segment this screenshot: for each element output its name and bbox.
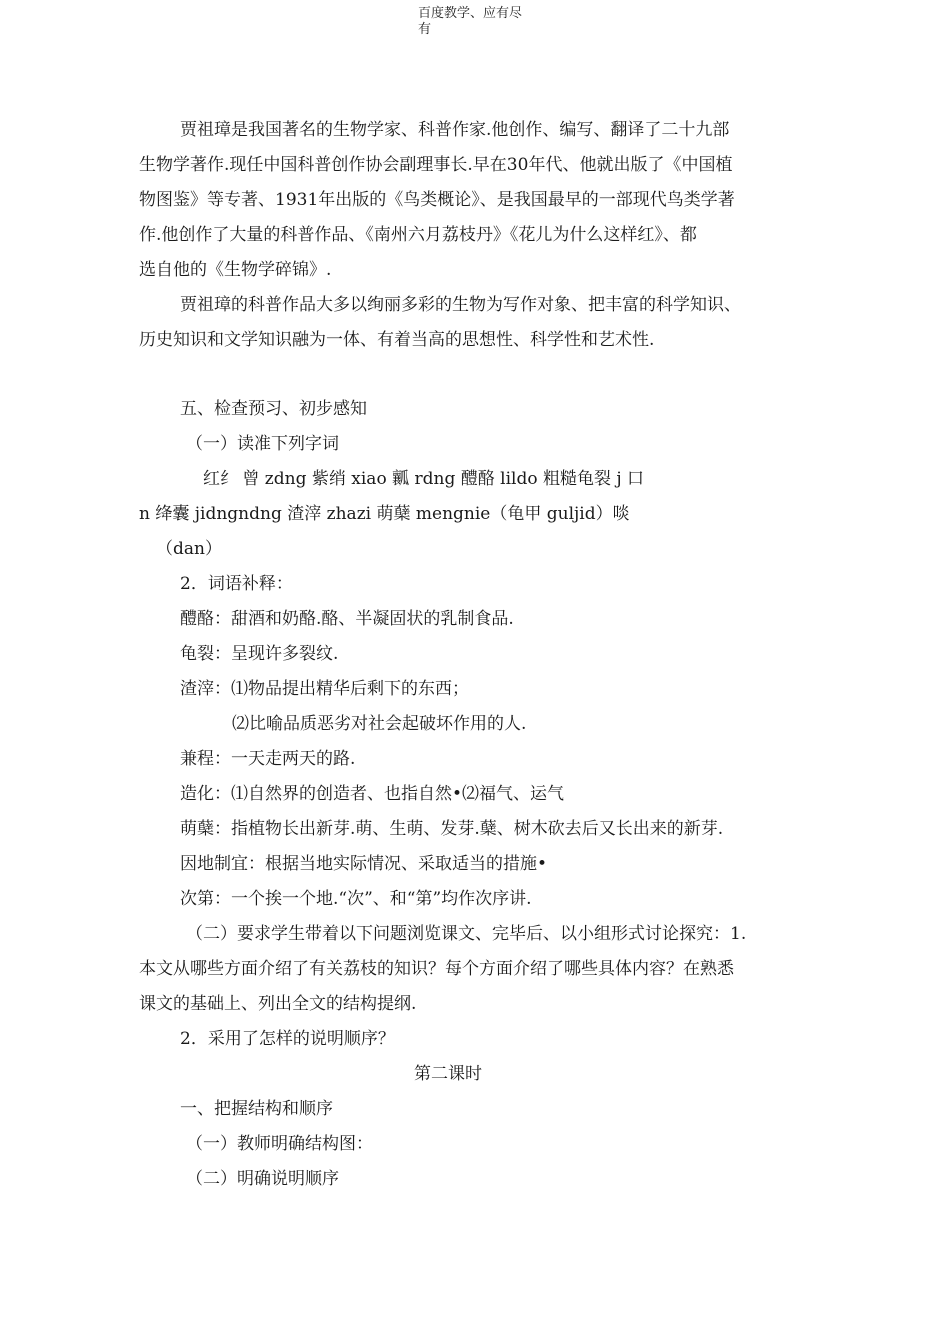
definition-line: ⑵比喻品质恶劣对社会起破坏作用的人. (232, 714, 527, 734)
subsection-heading: （二）明确说明顺序 (186, 1169, 339, 1189)
section-heading: 五、检查预习、初步感知 (180, 399, 367, 419)
vocab-line: （dan） (156, 539, 222, 559)
definition-line: 渣滓：⑴物品提出精华后剩下的东西； (180, 679, 469, 699)
paragraph-line: 历史知识和文学知识融为一体、有着当高的思想性、科学性和艺术性. (139, 330, 655, 350)
definition-line: 造化：⑴自然界的创造者、也指自然•⑵福气、运气 (180, 784, 565, 804)
lesson-title: 第二课时 (414, 1064, 482, 1084)
paragraph-line: 物图鉴》等专著、1931年出版的《鸟类概论》、是我国最早的一部现代鸟类学著 (139, 190, 735, 210)
paragraph-line: 本文从哪些方面介绍了有关荔枝的知识？每个方面介绍了哪些具体内容？在熟悉 (139, 959, 734, 979)
paragraph-line: 生物学著作.现任中国科普创作协会副理事长.早在30年代、他就出版了《中国植 (139, 155, 733, 175)
section-heading: 一、把握结构和顺序 (180, 1099, 333, 1119)
vocab-line: 红纟 曾 zdng 紫绡 xiao 瓤 rdng 醴酪 lildo 粗糙龟裂 j 口 (203, 469, 645, 489)
definition-line: 龟裂：呈现许多裂纹. (180, 644, 339, 664)
definition-line: 醴酪：甜酒和奶酪.酪、半凝固状的乳制食品. (180, 609, 514, 629)
definition-line: 萌蘖：指植物长出新芽.萌、生萌、发芽.蘖、树木砍去后又长出来的新芽. (180, 819, 724, 839)
definition-line: 兼程：一天走两天的路. (180, 749, 356, 769)
paragraph-line: 作.他创作了大量的科普作品、《南州六月荔枝丹》《花儿为什么这样红》、都 (139, 225, 697, 245)
subsection-heading: （一）读准下列字词 (186, 434, 339, 454)
subsection-heading: 2．词语补释： (180, 574, 293, 594)
paragraph-line: 2．采用了怎样的说明顺序？ (180, 1029, 395, 1049)
subsection-heading: （一）教师明确结构图： (186, 1134, 373, 1154)
paragraph-line: （二）要求学生带着以下问题浏览课文、完毕后、以小组形式讨论探究：1. (186, 924, 747, 944)
page-header (418, 6, 540, 38)
header-line-2: 有 (418, 22, 432, 37)
header-line-1: 百度教学、应有尽 (418, 6, 523, 21)
paragraph-line: 课文的基础上、列出全文的结构提纲. (139, 994, 417, 1014)
vocab-line: n 绛囊 jidngndng 渣滓 zhazi 萌蘖 mengnie（龟甲 guljid）啖 (139, 504, 630, 524)
definition-line: 次第：一个挨一个地.“次”、和“第”均作次序讲. (180, 889, 532, 909)
paragraph-line: 贾祖璋是我国著名的生物学家、科普作家.他创作、编写、翻译了二十九部 (180, 120, 730, 140)
paragraph-line: 贾祖璋的科普作品大多以绚丽多彩的生物为写作对象、把丰富的科学知识、 (180, 295, 741, 315)
paragraph-line: 选自他的《生物学碎锦》. (139, 260, 332, 280)
definition-line: 因地制宜：根据当地实际情况、采取适当的措施• (180, 854, 548, 874)
